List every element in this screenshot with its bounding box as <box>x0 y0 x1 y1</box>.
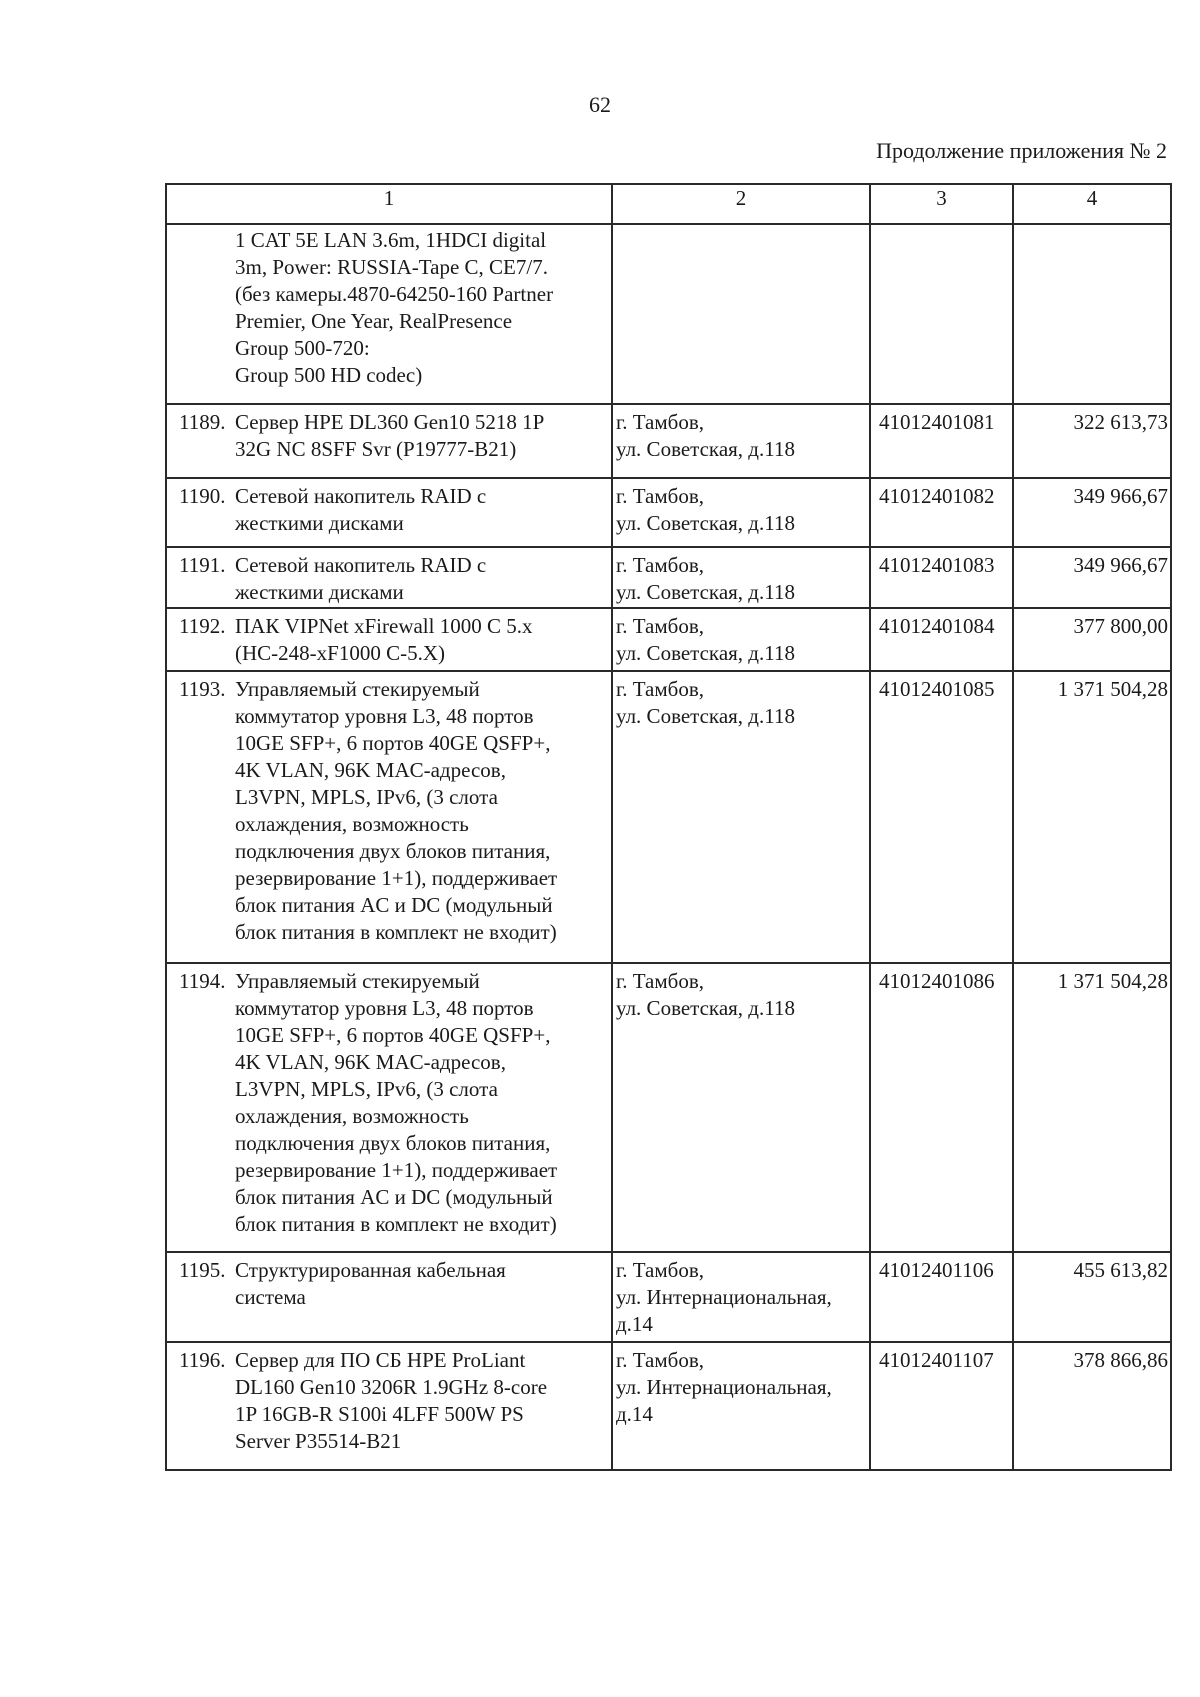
row-number: 1194. <box>179 969 226 993</box>
row-number: 1189. <box>179 410 226 434</box>
row-inventory-code: 41012401086 <box>879 969 995 993</box>
row-number: 1191. <box>179 553 226 577</box>
row-value: 349 966,67 <box>1073 553 1168 577</box>
row-address: г. Тамбов, ул. Советская, д.118 <box>616 677 795 728</box>
table-row <box>166 404 1171 478</box>
row-number: 1192. <box>179 614 226 638</box>
table-row <box>166 671 1171 963</box>
row-address: г. Тамбов, ул. Советская, д.118 <box>616 410 795 461</box>
row-number: 1196. <box>179 1348 226 1372</box>
column-header-1: 1 <box>166 184 612 224</box>
row-description: Управляемый стекируемый коммутатор уровня L3, 48 портов 10GE SFP+, 6 портов 40GE QSFP+, 4K VLAN, 96K MAC-адресов, L3VPN, MPLS, IPv6, (3 слота охлаждения, возможность подключения двух блоков питания, резервирование 1+1), поддерживает блок питания AC и DC (модульный блок питания в комплект не входит) <box>235 677 558 944</box>
table-row <box>166 1252 1171 1342</box>
row-description: Управляемый стекируемый коммутатор уровня L3, 48 портов 10GE SFP+, 6 портов 40GE QSFP+, 4K VLAN, 96K MAC-адресов, L3VPN, MPLS, IPv6, (3 слота охлаждения, возможность подключения двух блоков питания, резервирование 1+1), поддерживает блок питания AC и DC (модульный блок питания в комплект не входит) <box>235 969 558 1236</box>
equipment-table <box>165 183 1172 1471</box>
table-row <box>166 1342 1171 1470</box>
row-inventory-code: 41012401107 <box>879 1348 994 1372</box>
row-inventory-code: 41012401106 <box>879 1258 994 1282</box>
row-inventory-code: 41012401082 <box>879 484 995 508</box>
row-value: 1 371 504,28 <box>1057 677 1168 701</box>
row-description: Сервер HPE DL360 Gen10 5218 1P 32G NC 8SFF Svr (P19777-B21) <box>235 410 545 461</box>
row-value: 349 966,67 <box>1073 484 1168 508</box>
column-header-3: 3 <box>870 184 1013 224</box>
row-address: г. Тамбов, ул. Интернациональная, д.14 <box>616 1258 832 1336</box>
row-address: г. Тамбов, ул. Советская, д.118 <box>616 553 795 604</box>
row-number: 1195. <box>179 1258 226 1282</box>
row-description: Структурированная кабельная система <box>235 1258 506 1309</box>
row-address: г. Тамбов, ул. Советская, д.118 <box>616 484 795 535</box>
continuation-text: 1 CAT 5E LAN 3.6m, 1HDCI digital 3m, Power: RUSSIA-Tape C, CE7/7. (без камеры.4870-64250-160 Partner Premier, One Year, RealPresence Group 500-720: Group 500 HD codec) <box>235 228 554 387</box>
column-header-2: 2 <box>612 184 870 224</box>
row-description: Сервер для ПО СБ HPE ProLiant DL160 Gen10 3206R 1.9GHz 8-core 1P 16GB-R S100i 4LFF 500W PS Server P35514-B21 <box>235 1348 548 1453</box>
appendix-label: Продолжение приложения № 2 <box>876 138 1167 163</box>
table-row-continuation <box>166 224 1171 404</box>
row-address: г. Тамбов, ул. Интернациональная, д.14 <box>616 1348 832 1426</box>
table-row <box>166 478 1171 547</box>
row-value: 377 800,00 <box>1073 614 1168 638</box>
column-header-4: 4 <box>1013 184 1171 224</box>
row-number: 1190. <box>179 484 226 508</box>
table-row <box>166 963 1171 1252</box>
row-address: г. Тамбов, ул. Советская, д.118 <box>616 969 795 1020</box>
row-description: ПАК VIPNet xFirewall 1000 C 5.x (HC-248-xF1000 C-5.X) <box>235 614 533 665</box>
row-inventory-code: 41012401083 <box>879 553 995 577</box>
row-address: г. Тамбов, ул. Советская, д.118 <box>616 614 795 665</box>
row-description: Сетевой накопитель RAID с жесткими дисками <box>235 484 487 535</box>
row-value: 322 613,73 <box>1073 410 1168 434</box>
row-inventory-code: 41012401084 <box>879 614 995 638</box>
row-value: 1 371 504,28 <box>1057 969 1168 993</box>
table-header-row <box>166 184 1171 224</box>
page-number: 62 <box>589 92 611 117</box>
table-row <box>166 547 1171 608</box>
row-value: 455 613,82 <box>1073 1258 1168 1282</box>
row-inventory-code: 41012401081 <box>879 410 995 434</box>
table-row <box>166 608 1171 671</box>
row-value: 378 866,86 <box>1073 1348 1168 1372</box>
row-number: 1193. <box>179 677 226 701</box>
row-inventory-code: 41012401085 <box>879 677 995 701</box>
row-description: Сетевой накопитель RAID с жесткими дисками <box>235 553 487 604</box>
